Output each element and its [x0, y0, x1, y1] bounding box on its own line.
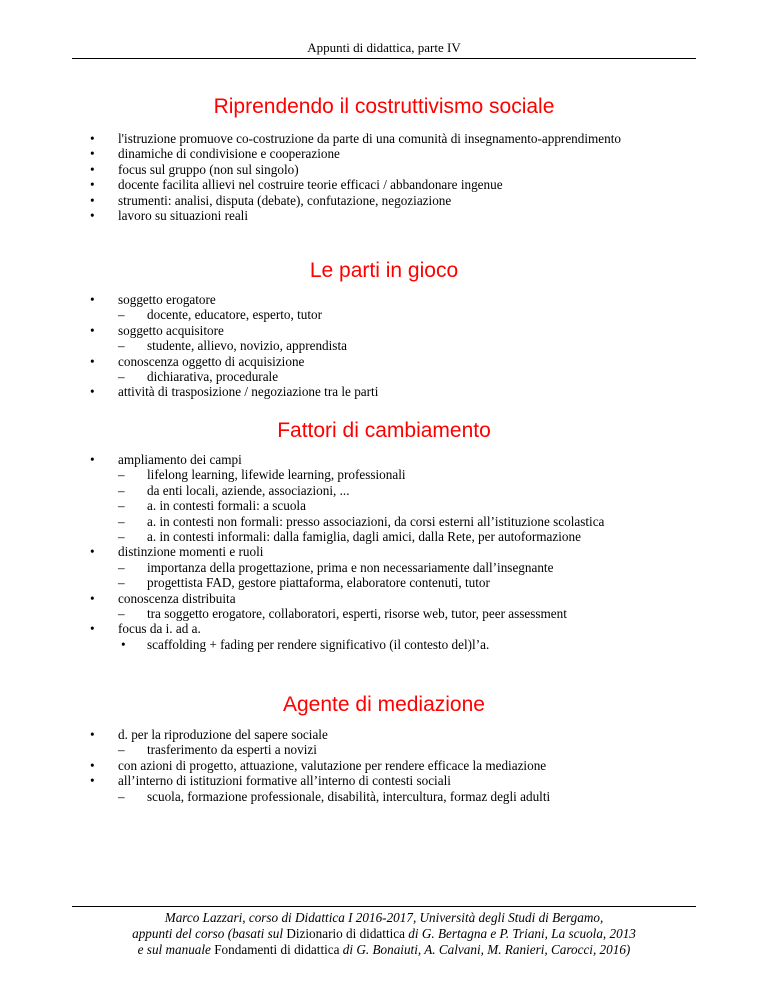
footer-text: appunti del corso (basati sul	[132, 926, 287, 941]
sub-list-item: – progettista FAD, gestore piattaforma, elaboratore contenuti, tutor	[118, 575, 696, 590]
list-item-text: distinzione momenti e ruoli	[118, 544, 264, 560]
footer-book-title: Fondamenti di didattica	[214, 942, 340, 957]
section-title-agente-mediazione: Agente di mediazione	[283, 693, 485, 716]
section-title-costruttivismo: Riprendendo il costruttivismo sociale	[213, 95, 555, 118]
list-item: • con azioni di progetto, attuazione, valutazione per rendere efficace la mediazione	[72, 758, 696, 773]
list-item: • lavoro su situazioni reali	[72, 208, 696, 223]
list-item-text: all’interno di istituzioni formative all’interno di contesti sociali	[118, 773, 451, 789]
list-item: • focus sul gruppo (non sul singolo)	[72, 162, 696, 177]
sub-list-item: – trasferimento da esperti a novizi	[118, 742, 696, 757]
list-item: • attività di trasposizione / negoziazione tra le parti	[72, 384, 696, 399]
sub-list	[118, 307, 696, 322]
page-header: Appunti di didattica, parte IV	[307, 40, 461, 55]
sub-list-item: – scuola, formazione professionale, disabilità, intercultura, formaz degli adulti	[118, 789, 696, 804]
footer-divider	[72, 906, 696, 907]
sub-list-item: – a. in contesti informali: dalla famiglia, dagli amici, dalla Rete, per autoformazione	[118, 529, 696, 544]
sub-list	[118, 606, 696, 621]
sub-list-item: – importanza della progettazione, prima e non necessariamente dall’insegnante	[118, 560, 696, 575]
footer-book-title: Dizionario di didattica	[286, 926, 405, 941]
list-item	[72, 591, 696, 622]
list-item	[72, 773, 696, 804]
footer-text: di G. Bertagna e P. Triani, La scuola, 2013	[404, 926, 636, 941]
footer-line-2	[72, 926, 696, 942]
list-item	[72, 621, 696, 652]
list-item-text: ampliamento dei campi	[118, 452, 242, 467]
sub-list	[118, 467, 696, 544]
sub-list-item: – tra soggetto erogatore, collaboratori, esperti, risorse web, tutor, peer assessment	[118, 606, 696, 621]
section-list-agente-mediazione	[72, 727, 696, 804]
list-item-text: soggetto acquisitore	[118, 322, 224, 338]
sub-list-item: – studente, allievo, novizio, apprendista	[118, 338, 696, 353]
section-list-costruttivismo	[72, 131, 696, 223]
list-item: • dinamiche di condivisione e cooperazione	[72, 146, 696, 161]
footer-text: di G. Bonaiuti, A. Calvani, M. Ranieri, Carocci, 2016)	[339, 942, 631, 957]
list-item	[72, 354, 696, 385]
sub-list	[118, 742, 696, 757]
section-title-fattori-cambiamento: Fattori di cambiamento	[277, 419, 491, 442]
list-item	[72, 727, 696, 758]
sub-list-item: – a. in contesti formali: a scuola	[118, 498, 696, 513]
header-divider	[72, 58, 696, 59]
list-item: • l'istruzione promuove co-costruzione da parte di una comunità di insegnamento-apprendimento	[72, 131, 696, 146]
sub-list-item: – lifelong learning, lifewide learning, professionali	[118, 467, 696, 482]
list-item-text: d. per la riproduzione del sapere sociale	[118, 727, 328, 742]
sub-list-item: – da enti locali, aziende, associazioni, ...	[118, 483, 696, 498]
section-title-parti-in-gioco: Le parti in gioco	[309, 259, 459, 282]
list-item	[72, 544, 696, 590]
sub-list-item: – dichiarativa, procedurale	[118, 369, 696, 384]
footer-text: e sul manuale	[137, 942, 215, 957]
list-item	[72, 452, 696, 544]
sub-list	[118, 369, 696, 384]
section-list-parti-in-gioco	[72, 292, 696, 400]
sub-list-item: – a. in contesti non formali: presso associazioni, da corsi esterni all’istituzione scolastica	[118, 514, 696, 529]
footer-line-1: Marco Lazzari, corso di Didattica I 2016-2017, Università degli Studi di Bergamo,	[164, 910, 604, 925]
list-item-text: conoscenza oggetto di acquisizione	[118, 353, 305, 369]
list-item: • docente facilita allievi nel costruire teorie efficaci / abbandonare ingenue	[72, 177, 696, 192]
sub-list	[118, 338, 696, 353]
sub-list-item: – docente, educatore, esperto, tutor	[118, 307, 696, 322]
sub-list	[118, 637, 696, 652]
list-item: • strumenti: analisi, disputa (debate), confutazione, negoziazione	[72, 193, 696, 208]
page-footer	[72, 910, 696, 958]
sub-list	[118, 560, 696, 591]
sub-list	[118, 789, 696, 804]
section-list-fattori-cambiamento	[72, 452, 696, 652]
list-item-text: soggetto erogatore	[118, 292, 216, 307]
list-item	[72, 323, 696, 354]
list-item-text: conoscenza distribuita	[118, 590, 236, 606]
list-item-text: focus da i. ad a.	[118, 621, 201, 637]
sub-list-item: • scaffolding + fading per rendere significativo (il contesto del)l’a.	[118, 637, 696, 652]
footer-line-3	[72, 942, 696, 958]
list-item	[72, 292, 696, 323]
